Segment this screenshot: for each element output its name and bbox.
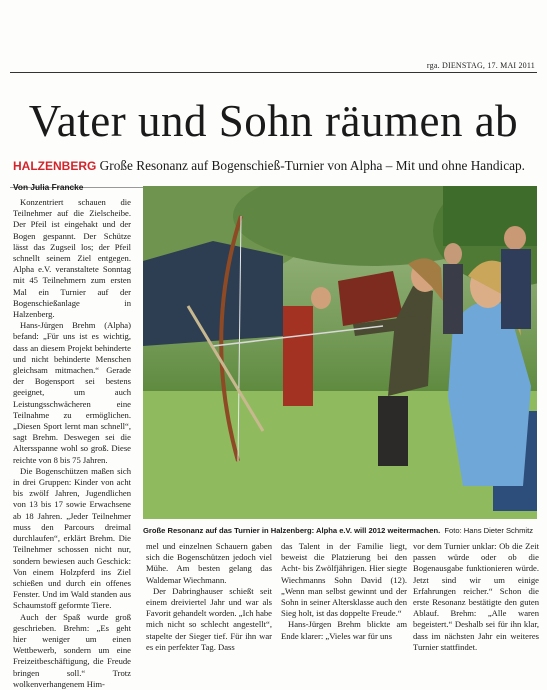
- byline: Von Julia Francke: [13, 182, 84, 192]
- paragraph: Konzentriert schauen die Teilnehmer auf die Zielscheibe. Der Pfeil ist eingehakt und der Bogen gespannt. Der Schütze lässt das Zugseil los; der Pfeil schnellt seinem Ziel entgegen. Alpha e.V. veranstaltete Sonntag mit 45 Teilnehmern zum ersten Mal ein Turnier auf der Bogenschießanlage in Halzenberg.: [13, 197, 131, 320]
- archery-photo: [143, 186, 537, 519]
- paragraph: vor dem Turnier unklar: Ob die Zeit passen würde oder ob die Bogenausgabe funktionieren würde. Jetzt sind wir um einige Erfahrungen reicher.“ Schon die erste Resonanz bestätigte den guten Ablauf. Brehm: „Alle waren begeistert.“ Deshalb sei für ihn klar, dass im nächsten Jahr ein weiteres Turnier stattfindet.: [413, 541, 539, 652]
- place-name: HALZENBERG: [13, 159, 97, 173]
- bottom-column-1: [146, 541, 272, 653]
- bottom-column-3: [413, 541, 539, 653]
- paragraph: Hans-Jürgen Brehm blickte am Ende klarer: „Vieles war für uns: [281, 619, 407, 641]
- paragraph: Der Dabringhauser schießt seit einem dreiviertel Jahr und war als Favorit gehandelt worden. „Ich habe mich nicht so schlecht angestellt“, stapelte der Sieger tief. Für ihn war es ein perfekter Tag. Dass: [146, 585, 272, 652]
- paragraph: Hans-Jürgen Brehm (Alpha) befand: „Für uns ist es wichtig, dass an diesem Projekt behinderte und nicht behinderte Menschen gleichsam mitmachen.“ Gerade der Bogensport sei bestens geeignet, um auch Leistungsschwächeren eine Teilnahme zu ermöglichen. „Diesen Sport lernt man schnell“, sagt Brehm. Deswegen sei die Altersspanne wohl so groß. Diese reichte von 8 bis 75 Jahren.: [13, 320, 131, 465]
- photo-caption: [143, 526, 537, 535]
- paragraph: Auch der Spaß wurde groß geschrieben. Brehm: „Es geht hier weniger um einen Wettbewerb, sondern um eine Freizeitbeschäftigung, die Freude bringen soll.“ Trotz wolkenverhangenem Him-: [13, 611, 131, 689]
- left-column: [13, 197, 131, 690]
- dateline: rga. DIENSTAG, 17. MAI 2011: [426, 61, 535, 70]
- subhead-text: Große Resonanz auf Bogenschieß-Turnier von Alpha – Mit und ohne Handicap.: [99, 158, 525, 173]
- paragraph: mel und einzelnen Schauern gaben sich die Bogenschützen jedoch viel Mühe. Am besten gelang das Waldemar Wiechmann.: [146, 541, 272, 585]
- archery-scene-illustration: [143, 186, 537, 519]
- top-rule: [10, 72, 537, 73]
- headline: Vater und Sohn räumen ab: [28, 96, 519, 146]
- bottom-column-2: [281, 541, 407, 642]
- subhead: [13, 159, 539, 172]
- paragraph: Die Bogenschützen maßen sich in drei Gruppen: Kinder von acht bis zwölf Jahren, Jugendlichen von 13 bis 17 sowie Erwachsene ab 18 Jahren. „Jeder Teilnehmer muss den Parcours dreimal durchlaufen“, erklärt Brehm. Die Teilnehmer schossen nicht nur, sondern bewiesen auch Geschick: Von einem Holzpferd ins Ziel schießen und durch ein offenes Fenster. Und im Wald standen aus Schaumstoff geformte Tiere.: [13, 465, 131, 611]
- photo-credit: Foto: Hans Dieter Schmitz: [444, 526, 533, 535]
- caption-text: Große Resonanz auf das Turnier in Halzenberg: Alpha e.V. will 2012 weitermachen.: [143, 526, 441, 535]
- paragraph: das Talent in der Familie liegt, beweist die Platzierung bei den Acht- bis Zwölfjährigen. Hier siegte Wiechmanns Sohn David (12). „Wenn man selbst gewinnt und der Sohn in seiner Altersklasse auch den Sieg holt, ist das doppelte Freude.“: [281, 541, 407, 619]
